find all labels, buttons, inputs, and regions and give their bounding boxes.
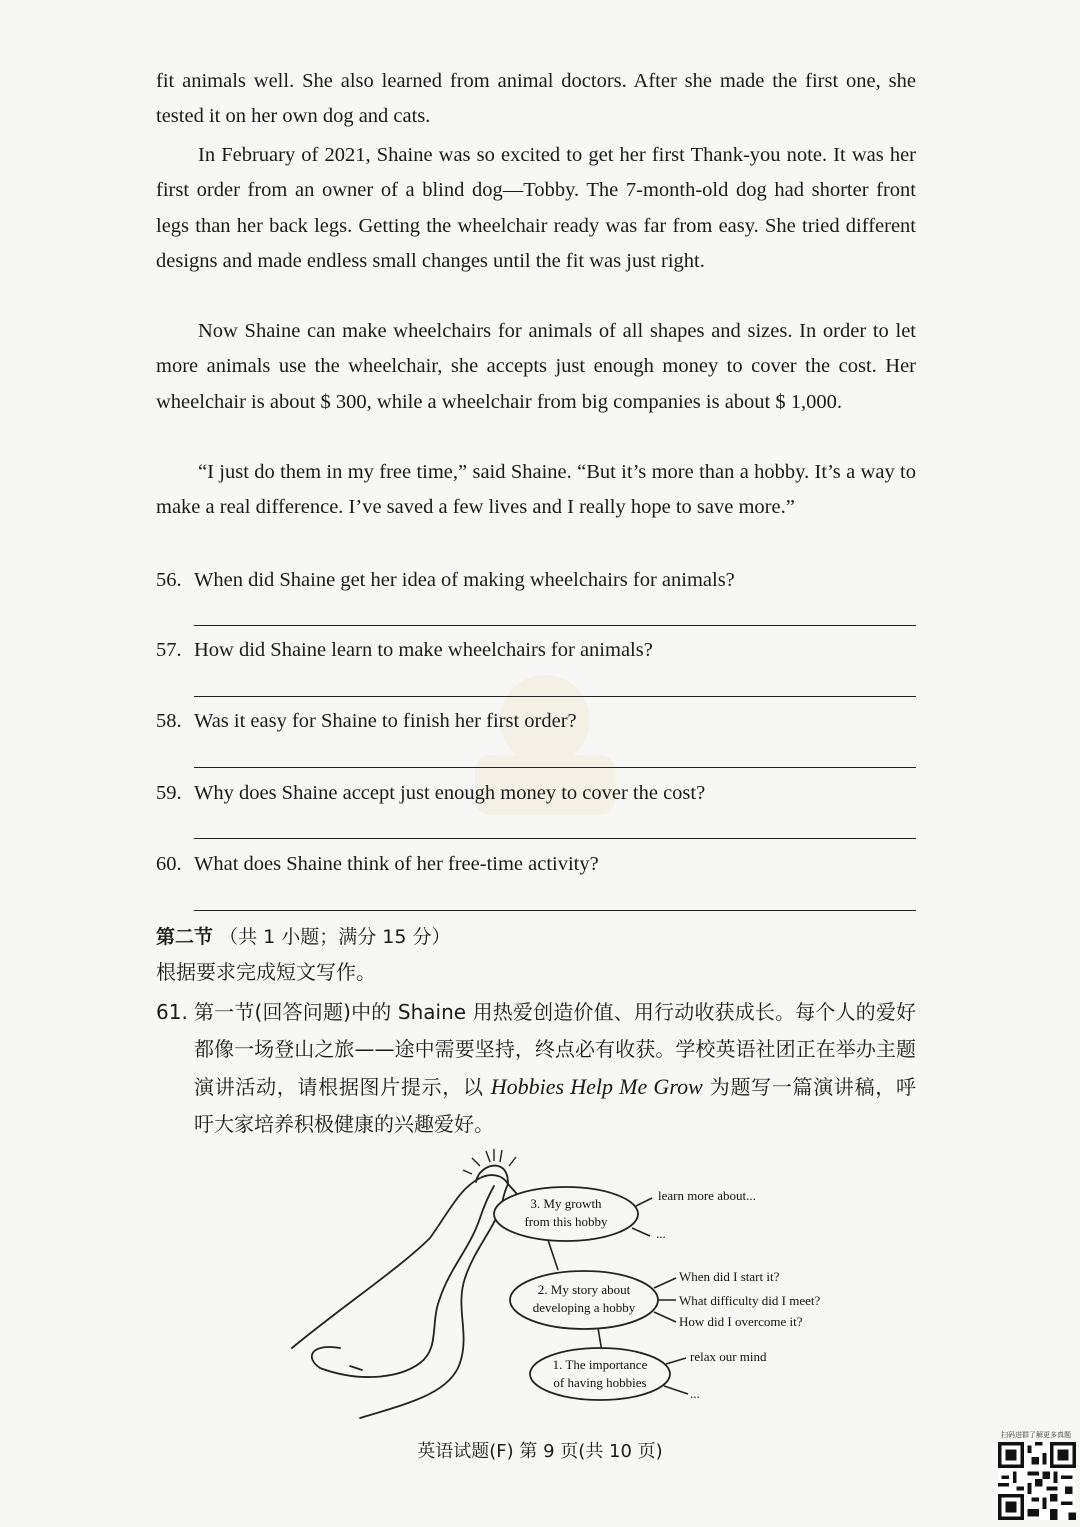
answer-line-60[interactable] <box>194 910 916 911</box>
diagram-node-2 <box>510 1271 658 1329</box>
question-text: Was it easy for Shaine to finish her first order? <box>194 710 577 732</box>
question-number: 58. <box>156 710 182 732</box>
passage-paragraph-2: In February of 2021, Shaine was so excited to get her first Thank-you note. It was her first order from an owner of a blind dog—Tobby. The 7-month-old dog had shorter front legs than her back legs. Getting the wheelchair ready was far from easy. She tried different designs and made endless small changes until the fit was just right. <box>156 144 916 273</box>
question-58 <box>156 707 916 735</box>
section-2-heading <box>156 922 451 952</box>
section-2-instruction: 根据要求完成短文写作。 <box>156 960 376 984</box>
node3-text-line2: from this hobby <box>524 1214 608 1229</box>
question-59 <box>156 779 916 807</box>
node2-text-line2: developing a hobby <box>532 1300 636 1315</box>
trail-left <box>312 1186 494 1377</box>
node3-hint-2: ... <box>656 1226 666 1241</box>
question-number: 60. <box>156 853 182 875</box>
writing-prompt-part1: 第一节(回答问题)中的 Shaine 用热爱创造价值、用行动收获成长。每个人的爱好都像一场登山之旅——途中需要坚持，终点必有收获。学校英语社团正在举办主题演讲活动，请根据图片提示，以 <box>194 1000 916 1099</box>
node3-text-line1: 3. My growth <box>530 1196 602 1211</box>
answer-line-56[interactable] <box>194 625 916 626</box>
mountain-hobby-diagram <box>280 1148 860 1420</box>
question-60 <box>156 850 916 878</box>
question-number: 59. <box>156 782 182 804</box>
writing-prompt-part2: 为题写一篇演讲稿，呼吁大家培养积极健康的兴趣爱好。 <box>194 1075 916 1136</box>
question-number: 57. <box>156 639 182 661</box>
question-text: What does Shaine think of her free-time activity? <box>194 853 599 875</box>
node2-hint-3: How did I overcome it? <box>679 1314 803 1329</box>
writing-prompt <box>194 994 916 1143</box>
node3-hint-1: learn more about... <box>658 1188 756 1203</box>
diagram-node-3 <box>494 1187 638 1241</box>
question-text: When did Shaine get her idea of making wheelchairs for animals? <box>194 569 735 591</box>
diagram-node-1 <box>530 1348 670 1400</box>
node1-text-line2: of having hobbies <box>553 1375 647 1390</box>
passage-paragraph-3: Now Shaine can make wheelchairs for animals of all shapes and sizes. In order to let more animals use the wheelchair, she accepts just enough money to cover the cost. Her wheelchair is about $ 300, while a wheelchair from big companies is about $ 1,000. <box>156 320 916 413</box>
trail-right <box>360 1184 508 1418</box>
section-2-note: （共 1 小题；满分 15 分） <box>219 926 451 948</box>
question-57 <box>156 636 916 664</box>
question-56 <box>156 566 916 594</box>
trail-dash <box>350 1366 362 1370</box>
essay-title: Hobbies Help Me Grow <box>490 1074 703 1099</box>
answer-line-59[interactable] <box>194 838 916 839</box>
question-text: How did Shaine learn to make wheelchairs for animals? <box>194 639 653 661</box>
section-2-title: 第二节 <box>156 926 214 948</box>
answer-line-57[interactable] <box>194 696 916 697</box>
node2-hint-2: What difficulty did I meet? <box>679 1293 821 1308</box>
qr-code-icon[interactable] <box>998 1440 1076 1522</box>
node1-hint-2: ... <box>690 1386 700 1401</box>
answer-line-58[interactable] <box>194 767 916 768</box>
watermark-logo <box>445 660 645 840</box>
page-footer: 英语试题(F) 第 9 页(共 10 页) <box>417 1441 663 1462</box>
node1-text-line1: 1. The importance <box>552 1357 648 1372</box>
node1-hint-1: relax our mind <box>690 1349 767 1364</box>
writing-task-61 <box>156 994 916 1143</box>
passage-paragraph-1: fit animals well. She also learned from animal doctors. After she made the first one, she tested it on her own dog and cats. <box>156 70 916 128</box>
question-number: 61. <box>156 1000 188 1024</box>
question-number: 56. <box>156 569 182 591</box>
passage-paragraph-4: “I just do them in my free time,” said Shaine. “But it’s more than a hobby. It’s a way to make a real difference. I’ve saved a few lives and I really hope to save more.” <box>156 461 916 519</box>
node2-hint-1: When did I start it? <box>679 1269 780 1284</box>
sun-rays-icon <box>463 1149 516 1174</box>
node2-text-line1: 2. My story about <box>537 1282 631 1297</box>
qr-caption: 扫码进群了解更多真题 <box>1001 1431 1071 1439</box>
question-text: Why does Shaine accept just enough money to cover the cost? <box>194 782 706 804</box>
